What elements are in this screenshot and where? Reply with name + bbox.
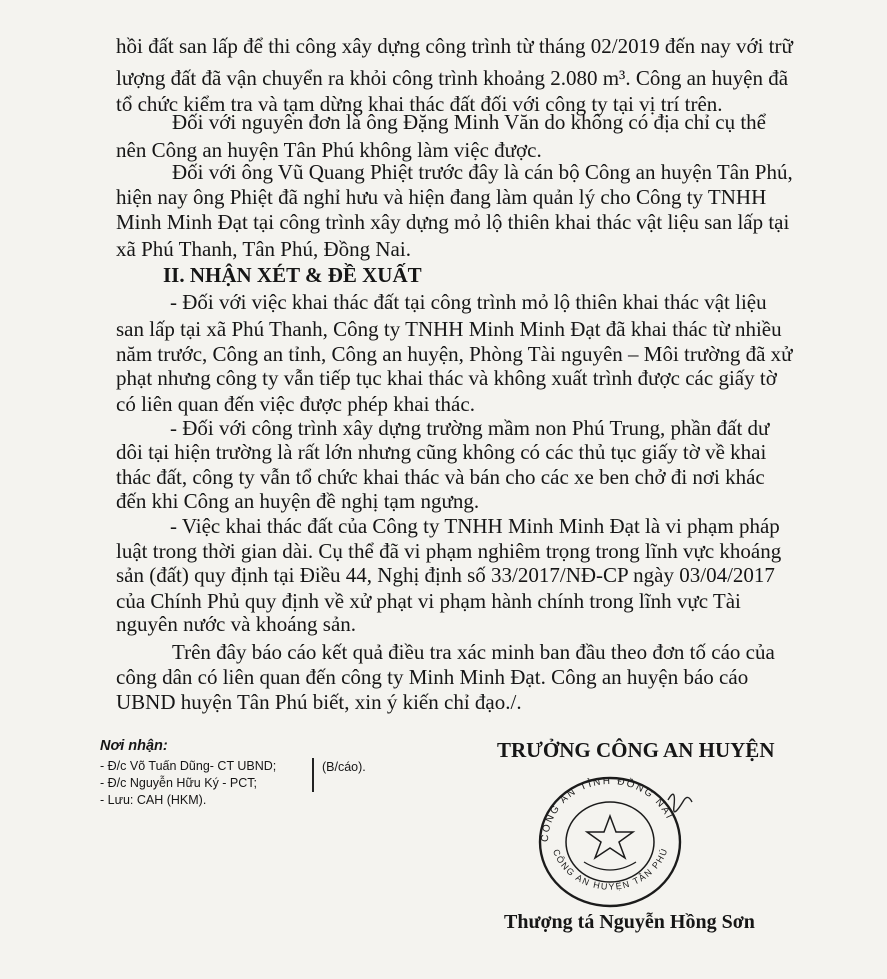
recipient-item: - Đ/c Nguyễn Hữu Ký - PCT; <box>100 776 258 790</box>
recipient-item: - Đ/c Võ Tuấn Dũng- CT UBND; <box>100 759 277 773</box>
body-line: dôi tại hiện trường là rất lớn nhưng cũng không có các thủ tục giấy tờ về khai <box>116 440 767 464</box>
body-line: Đối với ông Vũ Quang Phiệt trước đây là cán bộ Công an huyện Tân Phú, <box>172 160 793 184</box>
body-line: - Đối với việc khai thác đất tại công trình mỏ lộ thiên khai thác vật liệu <box>170 290 767 314</box>
body-line: Đối với nguyên đơn là ông Đặng Minh Văn do không có địa chỉ cụ thể <box>172 110 766 134</box>
body-line: nguyên nước và khoáng sản. <box>116 612 357 636</box>
section-heading: II. NHẬN XÉT & ĐỀ XUẤT <box>163 263 422 287</box>
body-line: luật trong thời gian dài. Cụ thể đã vi phạm nghiêm trọng trong lĩnh vực khoáng <box>116 539 782 563</box>
body-line: tổ chức kiểm tra và tạm dừng khai thác đất đối với công ty tại vị trí trên. <box>116 92 723 116</box>
body-line: đến khi Công an huyện đề nghị tạm ngưng. <box>116 489 480 513</box>
body-line: phạt nhưng công ty vẫn tiếp tục khai thác và không xuất trình được các giấy tờ <box>116 366 777 390</box>
recipients-title: Nơi nhận: <box>100 738 168 754</box>
seal-star-icon <box>587 816 633 858</box>
body-line: Trên đây báo cáo kết quả điều tra xác minh ban đầu theo đơn tố cáo của <box>172 640 775 664</box>
body-line: - Đối với công trình xây dựng trường mầm non Phú Trung, phần đất dư <box>170 416 770 440</box>
body-line: UBND huyện Tân Phú biết, xin ý kiến chỉ đạo./. <box>116 690 522 714</box>
recipients-bracket-label: (B/cáo). <box>322 760 366 774</box>
body-line: năm trước, Công an tỉnh, Công an huyện, Phòng Tài nguyên – Môi trường đã xử <box>116 342 793 366</box>
official-seal-icon <box>528 770 698 910</box>
signer-title: TRƯỞNG CÔNG AN HUYỆN <box>497 738 775 762</box>
recipients-block <box>100 738 276 809</box>
body-line: có liên quan đến việc được phép khai thác. <box>116 392 475 416</box>
body-line: Minh Minh Đạt tại công trình xây dựng mỏ lộ thiên khai thác vật liệu san lấp tại <box>116 210 790 234</box>
body-line: công dân có liên quan đến công ty Minh Minh Đạt. Công an huyện báo cáo <box>116 665 749 689</box>
body-line: của Chính Phủ quy định về xử phạt vi phạm hành chính trong lĩnh vực Tài <box>116 589 741 613</box>
seal-text-top: CÔNG AN TỈNH ĐỒNG NAI <box>539 775 675 843</box>
recipients-bracket <box>312 758 314 792</box>
body-line: - Việc khai thác đất của Công ty TNHH Minh Minh Đạt là vi phạm pháp <box>170 514 780 538</box>
body-line: sản (đất) quy định tại Điều 44, Nghị định số 33/2017/NĐ-CP ngày 03/04/2017 <box>116 563 775 587</box>
body-line: san lấp tại xã Phú Thanh, Công ty TNHH Minh Minh Đạt đã khai thác từ nhiều <box>116 317 782 341</box>
body-line: nên Công an huyện Tân Phú không làm việc được. <box>116 138 542 162</box>
body-line: hồi đất san lấp để thi công xây dựng công trình từ tháng 02/2019 đến nay với trữ <box>116 34 793 58</box>
body-line: xã Phú Thanh, Tân Phú, Đồng Nai. <box>116 237 411 261</box>
seal-text-bottom: CÔNG AN HUYỆN TÂN PHÚ <box>550 846 670 892</box>
body-line: lượng đất đã vận chuyển ra khỏi công trình khoảng 2.080 m³. Công an huyện đã <box>116 66 789 90</box>
signer-name: Thượng tá Nguyễn Hồng Sơn <box>504 911 755 933</box>
body-line: thác đất, công ty vẫn tổ chức khai thác và bán cho các xe ben chở đi nơi khác <box>116 465 765 489</box>
body-line: hiện nay ông Phiệt đã nghỉ hưu và hiện đang làm quản lý cho Công ty TNHH <box>116 185 767 209</box>
svg-text:CÔNG AN TỈNH ĐỒNG NAI <box>539 776 675 842</box>
recipient-item: - Lưu: CAH (HKM). <box>100 793 207 807</box>
